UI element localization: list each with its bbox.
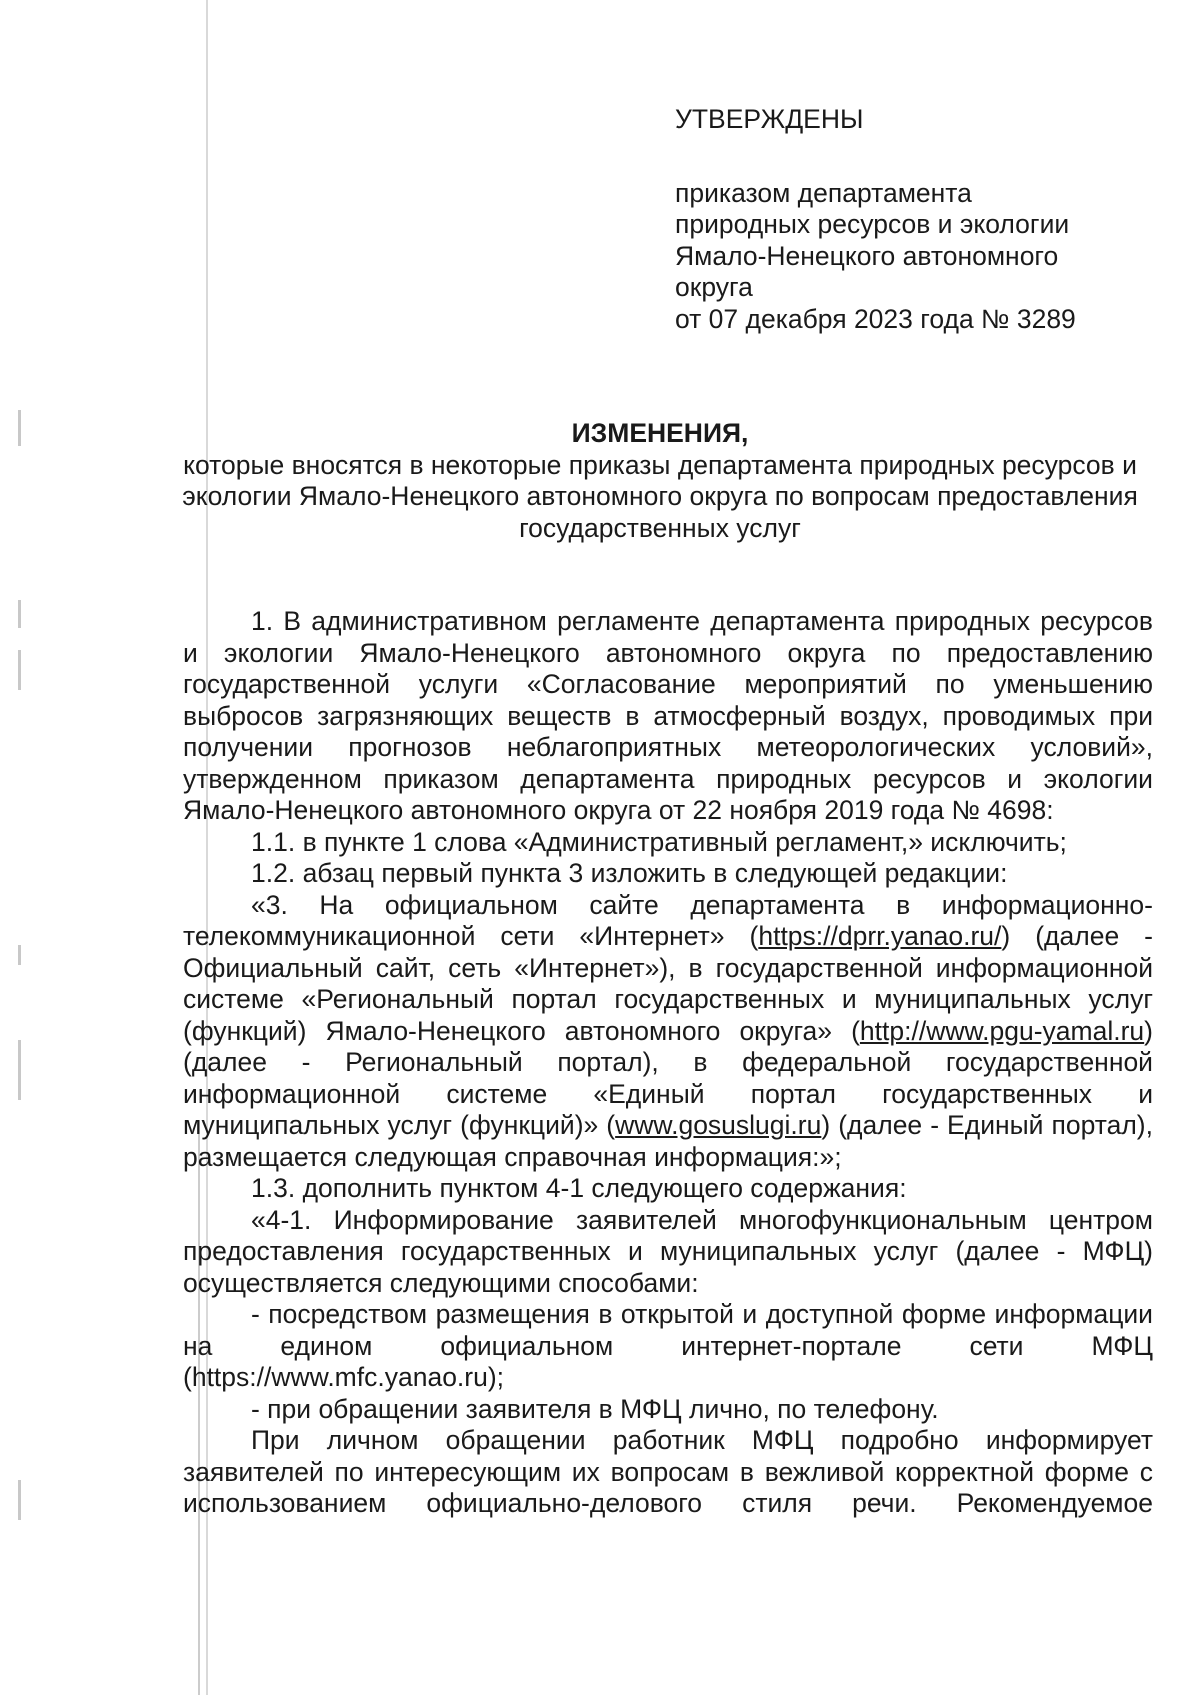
link-dprr[interactable]: https://dprr.yanao.ru/ <box>758 921 1002 951</box>
approval-line: округа <box>675 272 753 302</box>
scan-speck <box>18 1040 21 1100</box>
link-pgu-yamal[interactable]: http://www.pgu-yamal.ru <box>859 1015 1145 1046</box>
approval-block <box>675 104 1076 335</box>
approval-line: от 07 декабря 2023 года № 3289 <box>675 303 1076 334</box>
document-body <box>183 606 1153 1520</box>
paragraph-1-3: 1.3. дополнить пунктом 4-1 следующего содержания: <box>251 1173 907 1203</box>
paragraph-3-quote <box>183 890 1153 1174</box>
paragraph-last: При личном обращении работник МФЦ подробно информирует заявителей по интересующим их вопросам в вежливой корректной форме с использованием официально-делового стиля речи. Рекомендуемое <box>183 1425 1153 1518</box>
paragraph-1-1: 1.1. в пункте 1 слова «Административный регламент,» исключить; <box>251 826 1067 857</box>
document-heading <box>180 418 1140 544</box>
dash-item-2: - при обращении заявителя в МФЦ лично, по телефону. <box>251 1393 939 1424</box>
paragraph-3-text-b: ) (далее - Официальный сайт, сеть «Интернет»), в государственной информационной системе «Региональный портал государственных и муниципальных услуг (функций) Ямало-Ненецкого автономного округа» ( <box>183 921 1153 1046</box>
dash-item-1: - посредством размещения в открытой и доступной форме информации на едином официальном интернет-портале сети МФЦ (https://www.mfc.yanao.ru); <box>183 1299 1153 1392</box>
approval-line: природных ресурсов и экологии <box>675 209 1070 239</box>
scan-speck <box>18 600 21 628</box>
paragraph-3-text-c: ) (далее - Региональный портал), в федеральной государственной информационной системе «Единый портал государственных и муниципальных услуг (функций)» ( <box>183 1015 1153 1140</box>
document-subtitle: которые вносятся в некоторые приказы департамента природных ресурсов и экологии Ямало-Ненецкого автономного округа по вопросам предоставления государственных услуг <box>182 449 1138 543</box>
paragraph-4-1: «4-1. Информирование заявителей многофункциональным центром предоставления государственных и муниципальных услуг (далее - МФЦ) осуществляется следующими способами: <box>183 1204 1153 1298</box>
scan-speck <box>18 650 21 690</box>
scan-speck <box>18 945 21 965</box>
approval-line: Ямало-Ненецкого автономного <box>675 240 1059 271</box>
paragraph-1-2: 1.2. абзац первый пункта 3 изложить в следующей редакции: <box>251 858 1008 888</box>
scan-speck <box>18 410 21 446</box>
link-gosuslugi[interactable]: www.gosuslugi.ru <box>615 1110 822 1140</box>
paragraph-3-text-a: «3. На официальном сайте департамента в информационно-телекоммуникационной сети «Интернет» ( <box>183 889 1153 951</box>
document-title: ИЗМЕНЕНИЯ, <box>571 418 749 448</box>
scan-speck <box>18 1480 21 1520</box>
paragraph-3-text-d: ) (далее - Единый портал), размещается следующая справочная информация:»; <box>183 1110 1153 1172</box>
approval-line: приказом департамента <box>675 177 972 208</box>
approval-title: УТВЕРЖДЕНЫ <box>675 104 864 134</box>
paragraph-1: 1. В административном регламенте департамента природных ресурсов и экологии Ямало-Ненецкого автономного округа по предоставлению государственной услуги «Согласование мероприятий по уменьшению выбросов загрязняющих веществ в атмосферный воздух, проводимых при получении прогнозов неблагоприятных метеорологических условий», утвержденном приказом департамента природных ресурсов и экологии Ямало-Ненецкого автономного округа от 22 ноября 2019 года № 4698: <box>183 606 1153 825</box>
